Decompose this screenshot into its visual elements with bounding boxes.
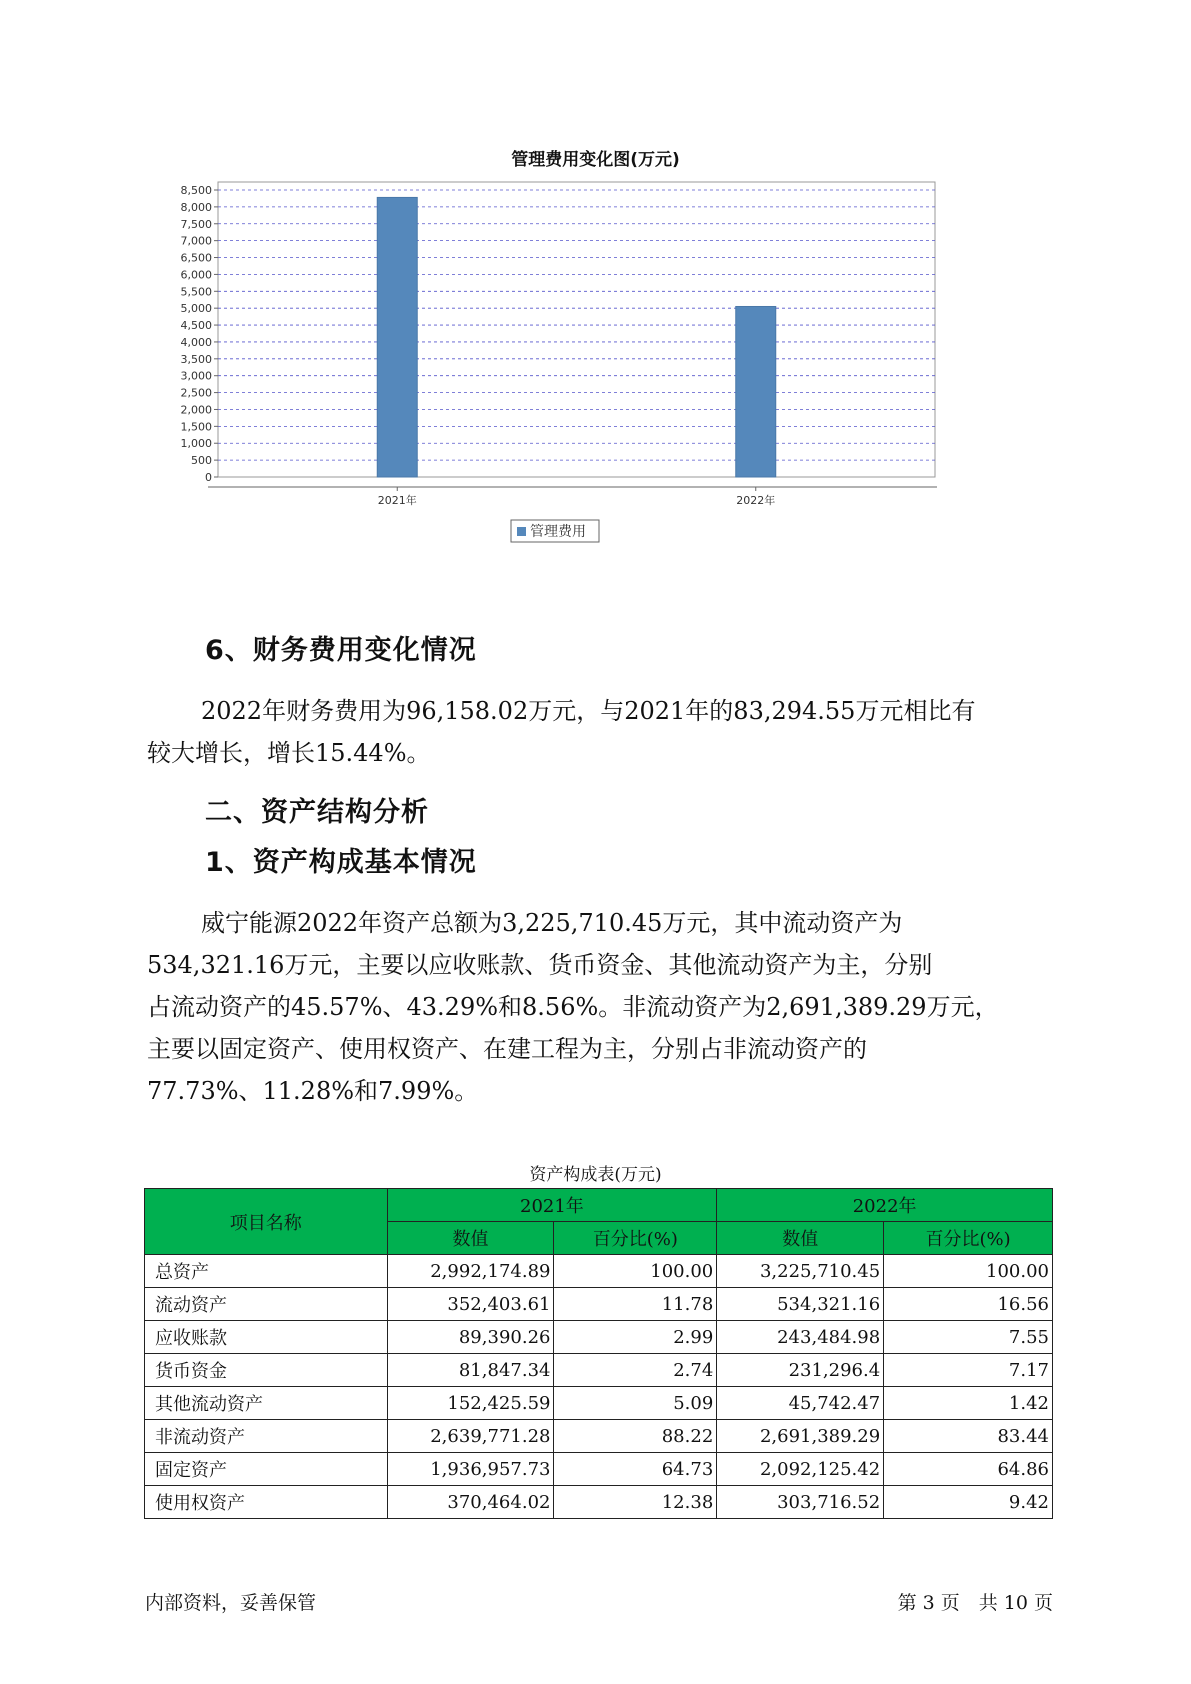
paragraph-line: 77.73%、11.28%和7.99%。: [147, 1077, 479, 1105]
percent-2022: 16.56: [884, 1288, 1053, 1321]
financial-expense-paragraph: [147, 690, 1047, 774]
table-row: [145, 1387, 1053, 1420]
y-tick-label: 8,500: [180, 184, 212, 197]
table-row: [145, 1321, 1053, 1354]
percent-2022: 9.42: [884, 1486, 1053, 1519]
y-tick-label: 3,000: [180, 369, 212, 383]
chart-title: 管理费用变化图(万元): [511, 150, 680, 170]
y-tick-label: 0: [205, 471, 212, 484]
asset-composition-table: [144, 1188, 1053, 1519]
y-tick-label: 4,500: [180, 319, 212, 333]
sub-heading-asset-composition: 1、资产构成基本情况: [205, 847, 477, 878]
section-heading-financial-expense: 6、财务费用变化情况: [205, 635, 477, 666]
y-tick-label: 1,000: [180, 437, 212, 451]
row-name: 固定资产: [145, 1453, 388, 1486]
row-name: 应收账款: [145, 1321, 388, 1354]
paragraph-line: 较大增长，增长15.44%。: [147, 739, 431, 767]
paragraph-line: 占流动资产的45.57%、43.29%和8.56%。非流动资产为2,691,389.29万元，: [147, 993, 999, 1021]
section-heading-asset-structure: 二、资产结构分析: [205, 797, 429, 828]
col-header-2021: 2021年: [387, 1189, 717, 1222]
plot-frame: [218, 182, 935, 477]
bar-2022年: [736, 306, 776, 477]
y-tick-label: 6,500: [180, 251, 212, 265]
percent-2021: 2.74: [554, 1354, 717, 1387]
paragraph-line: 534,321.16万元，主要以应收账款、货币资金、其他流动资产为主，分别: [147, 951, 933, 979]
percent-2021: 11.78: [554, 1288, 717, 1321]
col-header-percent: 百分比(%): [884, 1222, 1053, 1255]
row-name: 其他流动资产: [145, 1387, 388, 1420]
x-tick-label: 2021年: [377, 494, 417, 507]
value-2022: 231,296.4: [717, 1354, 884, 1387]
percent-2022: 7.17: [884, 1354, 1053, 1387]
table-caption: 资产构成表(万元): [529, 1165, 662, 1185]
value-2022: 45,742.47: [717, 1387, 884, 1420]
x-tick-label: 2022年: [736, 494, 776, 507]
row-name: 流动资产: [145, 1288, 388, 1321]
table-row: [145, 1486, 1053, 1519]
y-tick-label: 500: [191, 454, 212, 468]
percent-2022: 100.00: [884, 1255, 1053, 1288]
paragraph-line: 2022年财务费用为96,158.02万元，与2021年的83,294.55万元相比有: [201, 697, 976, 725]
value-2021: 2,992,174.89: [387, 1255, 554, 1288]
bar-2021年: [377, 197, 417, 477]
y-tick-label: 5,500: [180, 285, 212, 299]
y-tick-label: 3,500: [180, 352, 212, 366]
y-tick-label: 2,500: [180, 386, 212, 400]
footer-confidential-note: 内部资料，妥善保管: [145, 1592, 317, 1614]
value-2021: 370,464.02: [387, 1486, 554, 1519]
row-name: 总资产: [145, 1255, 388, 1288]
percent-2022: 1.42: [884, 1387, 1053, 1420]
y-tick-label: 4,000: [180, 335, 212, 349]
table-row: [145, 1354, 1053, 1387]
y-tick-label: 5,000: [180, 302, 212, 316]
value-2022: 2,691,389.29: [717, 1420, 884, 1453]
legend-swatch: [517, 527, 526, 536]
row-name: 非流动资产: [145, 1420, 388, 1453]
y-tick-label: 7,000: [180, 234, 212, 248]
paragraph-line: 威宁能源2022年资产总额为3,225,710.45万元，其中流动资产为: [201, 909, 903, 937]
percent-2022: 7.55: [884, 1321, 1053, 1354]
col-header-percent: 百分比(%): [554, 1222, 717, 1255]
col-header-value: 数值: [717, 1222, 884, 1255]
percent-2022: 83.44: [884, 1420, 1053, 1453]
col-header-2022: 2022年: [717, 1189, 1053, 1222]
value-2021: 152,425.59: [387, 1387, 554, 1420]
y-tick-label: 8,000: [180, 200, 212, 214]
legend-label: 管理费用: [530, 524, 586, 540]
paragraph-line: 主要以固定资产、使用权资产、在建工程为主，分别占非流动资产的: [147, 1035, 867, 1063]
percent-2021: 12.38: [554, 1486, 717, 1519]
row-name: 使用权资产: [145, 1486, 388, 1519]
asset-composition-paragraph: [147, 902, 1047, 1112]
management-expense-bar-chart: [150, 180, 1020, 590]
table-row: [145, 1288, 1053, 1321]
table-row: [145, 1453, 1053, 1486]
value-2021: 1,936,957.73: [387, 1453, 554, 1486]
value-2021: 352,403.61: [387, 1288, 554, 1321]
percent-2021: 100.00: [554, 1255, 717, 1288]
table-row: [145, 1255, 1053, 1288]
col-header-value: 数值: [387, 1222, 554, 1255]
value-2021: 81,847.34: [387, 1354, 554, 1387]
y-tick-label: 1,500: [180, 420, 212, 434]
percent-2022: 64.86: [884, 1453, 1053, 1486]
percent-2021: 88.22: [554, 1420, 717, 1453]
value-2022: 243,484.98: [717, 1321, 884, 1354]
value-2022: 303,716.52: [717, 1486, 884, 1519]
row-name: 货币资金: [145, 1354, 388, 1387]
y-tick-label: 6,000: [180, 268, 212, 282]
value-2022: 3,225,710.45: [717, 1255, 884, 1288]
value-2022: 534,321.16: [717, 1288, 884, 1321]
value-2022: 2,092,125.42: [717, 1453, 884, 1486]
value-2021: 2,639,771.28: [387, 1420, 554, 1453]
percent-2021: 5.09: [554, 1387, 717, 1420]
percent-2021: 64.73: [554, 1453, 717, 1486]
y-tick-label: 7,500: [180, 217, 212, 231]
col-header-item: 项目名称: [145, 1189, 388, 1255]
value-2021: 89,390.26: [387, 1321, 554, 1354]
footer-page-number: 第 3 页 共 10 页: [897, 1592, 1053, 1614]
table-row: [145, 1420, 1053, 1453]
y-tick-label: 2,000: [180, 403, 212, 417]
percent-2021: 2.99: [554, 1321, 717, 1354]
